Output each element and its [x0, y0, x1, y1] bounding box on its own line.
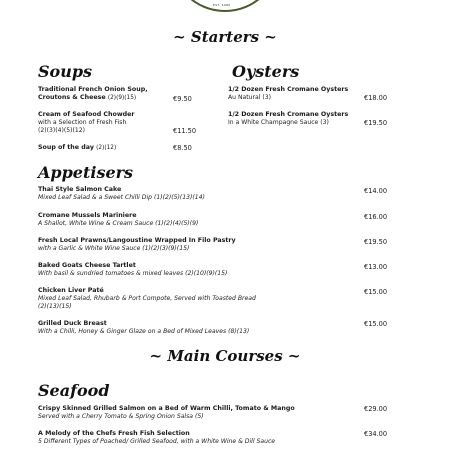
item-price: €34.00 — [364, 430, 388, 438]
item-description: With a Chilli, Honey & Ginger Glaze on a Bed of Mixed Leaves (8)(13) — [38, 328, 250, 335]
menu-item — [228, 86, 348, 102]
item-name: 1/2 Dozen Fresh Cromane Oysters — [228, 111, 349, 118]
item-description: with a Garlic & White Wine Sauce (1)(2)(3)(9)(15) — [38, 245, 190, 252]
group-title-soups: Soups — [38, 62, 93, 81]
item-name: 1/2 Dozen Fresh Cromane Oysters — [228, 86, 349, 93]
item-name: Thai Style Salmon Cake — [38, 186, 122, 193]
group-title-appetisers: Appetisers — [38, 163, 134, 182]
item-description: Served with a Cherry Tomato & Spring Onion Salsa (5) — [38, 413, 204, 420]
item-description: Mixed Leaf Salad & a Sweet Chilli Dip (1)(2)(5)(13)(14) — [38, 194, 205, 201]
item-name: Cream of Seafood Chowder — [38, 111, 135, 118]
item-allergens: (2)(3)(4)(5)(12) — [38, 126, 86, 134]
item-description: 5 Different Types of Poached/ Grilled Seafood, with a White Wine & Dill Sauce — [38, 438, 276, 445]
item-allergens: (2)(12) — [96, 145, 117, 151]
menu-item — [38, 430, 275, 446]
item-name: Grilled Duck Breast — [38, 320, 107, 327]
section-title-starters: ~ Starters ~ — [173, 28, 277, 46]
item-price: €18.00 — [364, 94, 388, 102]
menu-item — [38, 86, 148, 102]
item-price: €16.00 — [364, 213, 388, 221]
item-price: €8.50 — [173, 144, 192, 152]
item-name: Soup of the day — [38, 144, 94, 151]
item-name: Crispy Skinned Grilled Salmon on a Bed of Warm Chilli, Tomato & Mango — [38, 405, 295, 412]
menu-item — [38, 144, 116, 152]
item-price: €13.00 — [364, 263, 388, 271]
item-price: €19.50 — [364, 119, 388, 127]
item-price: €11.50 — [173, 127, 197, 135]
logo-est-text: EST. 1980 — [213, 3, 231, 7]
item-price: €19.50 — [364, 238, 388, 246]
item-name: Croutons & Cheese — [38, 94, 106, 101]
menu-item — [38, 186, 205, 202]
item-name: Baked Goats Cheese Tartlet — [38, 262, 136, 269]
item-price: €14.00 — [364, 187, 388, 195]
menu-item — [38, 237, 236, 253]
menu-item — [38, 320, 249, 336]
menu-item — [38, 262, 227, 278]
item-price: €15.00 — [364, 320, 388, 328]
menu-item — [38, 212, 198, 228]
item-description: In a White Champagne Sauce (3) — [228, 119, 329, 126]
item-name: Traditional French Onion Soup, — [38, 86, 148, 93]
item-allergens: (2)(13)(15) — [38, 302, 72, 310]
item-name: Fresh Local Prawns/Langoustine Wrapped In Filo Pastry — [38, 237, 236, 244]
group-title-seafood: Seafood — [38, 381, 110, 400]
item-name: A Melody of the Chefs Fresh Fish Selection — [38, 430, 190, 437]
item-description: Au Natural (3) — [228, 94, 272, 101]
menu-item — [38, 405, 295, 421]
group-title-oysters: Oysters — [232, 62, 300, 81]
section-title-main-courses: ~ Main Courses ~ — [149, 347, 301, 365]
item-name: Cromane Mussels Mariniere — [38, 212, 137, 219]
menu-item — [38, 287, 256, 310]
menu-item — [38, 111, 135, 134]
item-price: €29.00 — [364, 405, 388, 413]
item-name: Chicken Liver Paté — [38, 287, 104, 294]
item-description: Mixed Leaf Salad, Rhubarb & Port Compote, Served with Toasted Bread — [38, 295, 256, 302]
item-description: With basil & sundried tomatoes & mixed leaves (2)(10)(9)(15) — [38, 270, 228, 277]
item-price: €15.00 — [364, 288, 388, 296]
item-description: A Shallot, White Wine & Cream Sauce (1)(2)(4)(5)(9) — [38, 220, 199, 227]
item-description: with a Selection of Fresh Fish — [38, 119, 127, 126]
item-allergens: (2)(9)(15) — [107, 95, 137, 101]
menu-item — [228, 111, 348, 127]
item-price: €9.50 — [173, 95, 192, 103]
